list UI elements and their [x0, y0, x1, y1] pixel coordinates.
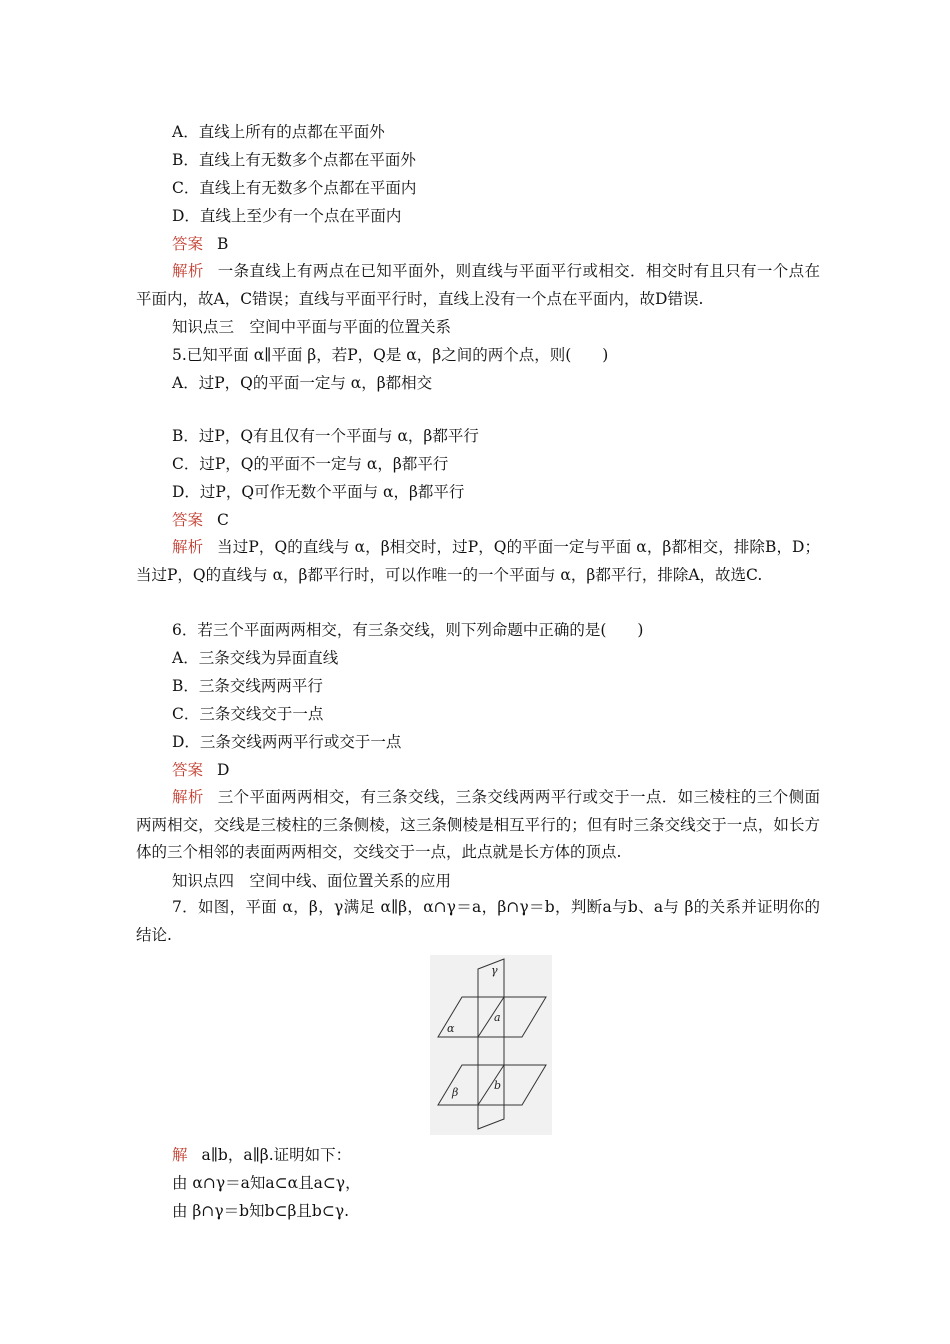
q5-option-b: B．过P，Q有且仅有一个平面与 α，β都平行 — [172, 427, 479, 445]
q7-solution-line-2: 由 β∩γ＝b知b⊂β且b⊂γ. — [172, 1202, 350, 1220]
q6-analysis — [136, 784, 820, 867]
q5-option-c: C．过P，Q的平面不一定与 α，β都平行 — [172, 455, 449, 473]
gamma-label: γ — [491, 964, 498, 977]
section-heading-3: 知识点三 空间中平面与平面的位置关系 — [172, 318, 452, 336]
planes-figure — [430, 955, 552, 1135]
q6-answer — [172, 760, 229, 780]
q4-analysis — [136, 258, 820, 313]
q6-option-a: A．三条交线为异面直线 — [172, 649, 339, 667]
analysis-label: 解析 — [172, 788, 204, 806]
q4-option-a: A．直线上所有的点都在平面外 — [172, 123, 385, 141]
solution-first: a∥b，a∥β.证明如下： — [201, 1146, 352, 1164]
q5-analysis — [136, 534, 820, 589]
q4-option-d: D．直线上至少有一个点在平面内 — [172, 207, 402, 225]
section-heading-4: 知识点四 空间中线、面位置关系的应用 — [172, 872, 452, 890]
analysis-text: 三个平面两两相交，有三条交线，三条交线两两平行或交于一点．如三棱柱的三个侧面两两相交，交线是三棱柱的三条侧棱，这三条侧棱是相互平行的；但有时三条交线交于一点，如长方体的三个相邻的表面两两相交，交线交于一点，此点就是长方体的顶点. — [136, 788, 820, 861]
answer-label: 答案 — [172, 235, 204, 253]
q5-option-a: A．过P，Q的平面一定与 α，β都相交 — [172, 374, 433, 392]
answer-label: 答案 — [172, 511, 204, 529]
analysis-text: 当过P，Q的直线与 α，β相交时，过P，Q的平面一定与平面 α，β都相交，排除B，D；当过P，Q的直线与 α，β都平行时，可以作唯一的一个平面与 α，β都平行，排除A，故选C. — [136, 538, 820, 584]
q5-answer — [172, 510, 229, 530]
q5-stem: 5.已知平面 α∥平面 β，若P，Q是 α，β之间的两个点，则( ) — [172, 346, 609, 364]
answer-value: D — [217, 761, 230, 779]
q7-solution — [172, 1145, 351, 1165]
q6-stem: 6．若三个平面两两相交，有三条交线，则下列命题中正确的是( ) — [172, 621, 644, 639]
q5-option-d: D．过P，Q可作无数个平面与 α，β都平行 — [172, 483, 465, 501]
answer-label: 答案 — [172, 761, 204, 779]
planes-diagram — [430, 955, 552, 1135]
q7-solution-line-1: 由 α∩γ＝a知a⊂α且a⊂γ， — [172, 1174, 361, 1192]
gamma-plane — [478, 959, 504, 1129]
beta-plane — [438, 1065, 546, 1105]
q7-stem: 7．如图，平面 α，β，γ满足 α∥β，α∩γ＝a，β∩γ＝b，判断a与b、a与 β的关系并证明你的结论. — [136, 898, 820, 944]
q4-answer — [172, 234, 228, 254]
analysis-text: 一条直线上有两点在已知平面外，则直线与平面平行或相交．相交时有且只有一个点在平面内，故A，C错误；直线与平面平行时，直线上没有一个点在平面内，故D错误. — [136, 262, 820, 308]
alpha-label: α — [447, 1022, 455, 1035]
a-label: a — [494, 1011, 501, 1024]
analysis-label: 解析 — [172, 262, 204, 280]
q6-option-c: C．三条交线交于一点 — [172, 705, 324, 723]
b-label: b — [494, 1079, 502, 1092]
beta-label: β — [452, 1086, 459, 1099]
q6-option-d: D．三条交线两两平行或交于一点 — [172, 733, 402, 751]
analysis-label: 解析 — [172, 538, 204, 556]
q4-option-b: B．直线上有无数多个点都在平面外 — [172, 151, 416, 169]
answer-value: B — [217, 235, 229, 253]
q6-option-b: B．三条交线两两平行 — [172, 677, 323, 695]
answer-value: C — [217, 511, 229, 529]
q4-option-c: C．直线上有无数多个点都在平面内 — [172, 179, 417, 197]
solution-label: 解 — [172, 1146, 188, 1164]
